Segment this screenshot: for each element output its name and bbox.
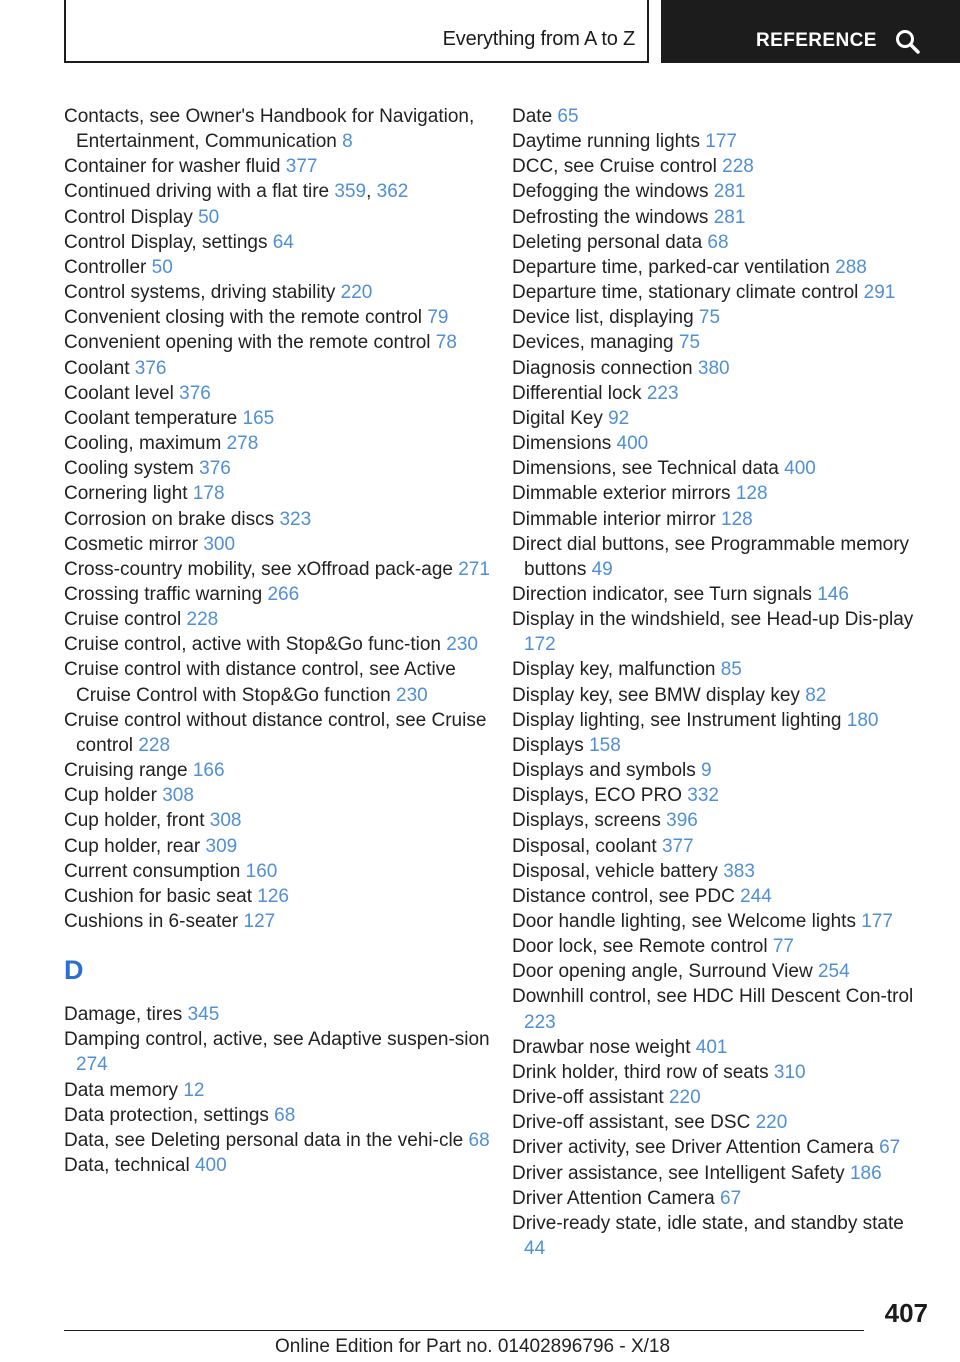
index-entry-text: Direct dial buttons, see Programmable memory buttons [512, 533, 910, 580]
page-link[interactable]: 383 [723, 860, 755, 882]
page-link[interactable]: 376 [199, 458, 231, 480]
page-link[interactable]: 77 [772, 936, 794, 958]
index-entry [512, 1135, 922, 1160]
page-link[interactable]: 230 [396, 684, 428, 706]
page-link[interactable]: 92 [608, 407, 630, 429]
page-link[interactable]: 288 [835, 256, 867, 278]
index-entry-text: Control Display [64, 206, 193, 228]
page-link[interactable]: 68 [468, 1129, 490, 1151]
index-entry-text: Convenient opening with the remote control [64, 332, 431, 354]
index-entry [512, 708, 922, 733]
index-entry [512, 507, 922, 532]
index-entry-text: Dimensions [512, 433, 612, 455]
page-link[interactable]: 49 [591, 558, 613, 580]
page-link[interactable]: 281 [713, 181, 746, 203]
edition-note: Online Edition for Part no. 01402896796 - X/18 [275, 1336, 671, 1357]
index-entry-text: DCC, see Cruise control [512, 156, 717, 178]
chapter-label: REFERENCE [756, 30, 877, 51]
page-link[interactable]: 78 [435, 332, 457, 354]
page-link[interactable]: 359 [334, 181, 367, 203]
index-entry [512, 834, 922, 859]
index-entry-text: Cup holder, rear [64, 835, 201, 857]
page-link[interactable]: 44 [524, 1238, 546, 1260]
index-entry [64, 406, 514, 431]
page-link[interactable]: 186 [849, 1162, 882, 1184]
index-entry-text: Data protection, settings [64, 1104, 269, 1126]
index-entry [64, 431, 514, 456]
index-entry-text: Displays, ECO PRO [512, 785, 682, 807]
index-entry [512, 1161, 922, 1186]
page-link[interactable]: 396 [666, 810, 698, 832]
index-entry-text: Device list, displaying [512, 307, 694, 329]
index-entry-text: Cruise control with distance control, see Active Cruise Control with Stop&Go function [64, 659, 456, 706]
index-entry-text: Display lighting, see Instrument lighting [512, 709, 842, 731]
index-entry-text: Defogging the windows [512, 181, 709, 203]
index-entry [64, 280, 514, 305]
page-link[interactable]: 228 [186, 609, 219, 631]
index-entry: Continued driving with a flat tire 359, 362 [64, 181, 409, 203]
page-link[interactable]: 332 [687, 785, 719, 807]
running-header-box [64, 0, 649, 63]
page-link[interactable]: 230 [446, 634, 478, 656]
index-entry [64, 532, 514, 557]
page-link[interactable]: 166 [192, 760, 225, 782]
index-entry-text: Container for washer fluid [64, 156, 281, 178]
index-entry [64, 859, 514, 884]
index-entry-text: Damping control, active, see Adaptive suspen-sion [64, 1029, 490, 1051]
index-entry [512, 205, 922, 230]
index-entry [512, 381, 922, 406]
index-entry-text: Devices, managing [512, 332, 674, 354]
index-entry-text: Data, technical [64, 1155, 190, 1177]
index-entry-text: Door opening angle, Surround View [512, 961, 813, 983]
page-link[interactable]: 177 [861, 911, 893, 932]
page-link[interactable]: 172 [524, 634, 556, 656]
index-entry [512, 356, 922, 381]
index-entry [64, 481, 514, 506]
index-entry-text: Departure time, stationary climate control [512, 282, 859, 304]
page-link[interactable]: 376 [134, 357, 167, 379]
index-entry [512, 683, 922, 708]
index-entry-text: Current consumption [64, 860, 241, 882]
index-entry [512, 330, 922, 355]
index-entry-text: Dimensions, see Technical data [512, 458, 779, 480]
index-entry [64, 330, 514, 355]
index-entry-text: Display key, malfunction [512, 659, 716, 681]
index-entry-text: Downhill control, see HDC Hill Descent Con-trol [512, 986, 914, 1008]
page-link[interactable]: 254 [817, 961, 850, 983]
index-entry [512, 255, 922, 280]
page-link[interactable]: 223 [646, 382, 679, 404]
page-link[interactable]: 160 [245, 860, 278, 882]
page-link[interactable]: 308 [162, 785, 194, 807]
index-entry [512, 1035, 922, 1060]
index-entry [64, 255, 514, 280]
page-link[interactable]: 68 [707, 231, 729, 253]
index-entry [64, 381, 514, 406]
index-entry [512, 431, 922, 456]
index-entry [64, 758, 514, 783]
index-entry-text: Drive-off assistant [512, 1087, 664, 1109]
index-column-left [64, 104, 514, 1178]
index-entry-text: Controller [64, 256, 147, 278]
page-link[interactable]: 68 [274, 1104, 296, 1126]
page-link[interactable]: 220 [755, 1112, 788, 1134]
index-entry [64, 1078, 514, 1103]
index-entry-text: Display in the windshield, see Head-up Dis-play [512, 609, 914, 631]
index-entry-text: Coolant temperature [64, 407, 238, 429]
index-entry-text: Date [512, 106, 553, 127]
index-entry-text: Cooling, maximum [64, 433, 222, 455]
index-entry [512, 305, 922, 330]
index-entry [512, 230, 922, 255]
index-entry-text: Digital Key [512, 407, 603, 429]
letter-heading: D [64, 955, 84, 986]
page-link[interactable]: 376 [179, 382, 211, 404]
index-entry [512, 154, 922, 179]
index-entry-text: Direction indicator, see Turn signals [512, 583, 812, 605]
index-column-right [512, 104, 922, 1261]
index-entry-text: Corrosion on brake discs [64, 508, 275, 530]
search-icon[interactable] [895, 29, 921, 55]
index-entry-text: Cosmetic mirror [64, 533, 199, 555]
index-entry-text: Drink holder, third row of seats [512, 1061, 769, 1083]
index-entry-text: Diagnosis connection [512, 357, 693, 379]
index-entry-text: Cruise control without distance control, see Cruise control [64, 709, 487, 756]
index-entry [512, 733, 922, 758]
index-entry [512, 582, 922, 607]
page-link[interactable]: 291 [863, 282, 896, 304]
index-entry-text: Dimmable interior mirror [512, 508, 716, 530]
page-link[interactable]: 67 [879, 1137, 901, 1159]
index-entry [512, 1186, 922, 1211]
page-link[interactable]: 158 [589, 734, 621, 756]
page-link[interactable]: 165 [242, 407, 275, 429]
index-entry [512, 1211, 922, 1261]
index-entry-text: Departure time, parked-car ventilation [512, 256, 830, 278]
index-entry [512, 758, 922, 783]
page-link[interactable]: 177 [705, 131, 737, 153]
index-entry [512, 884, 922, 909]
index-entry [512, 657, 922, 682]
index-entry-text: Door handle lighting, see Welcome lights [512, 911, 856, 932]
page-link[interactable]: 82 [805, 684, 827, 706]
page-link[interactable]: 271 [458, 558, 490, 580]
index-entry [512, 481, 922, 506]
index-entry-text: Displays [512, 734, 584, 756]
index-entry [512, 859, 922, 884]
index-entry [64, 154, 514, 179]
page-link[interactable]: 345 [187, 1004, 220, 1026]
page-link[interactable]: 281 [713, 206, 746, 228]
index-entry [512, 783, 922, 808]
page-link[interactable]: 300 [203, 533, 236, 555]
page-link[interactable]: 228 [138, 734, 171, 756]
index-entry-text: Coolant [64, 357, 130, 379]
index-entry-text: Cornering light [64, 483, 188, 505]
index-entry-text: Driver assistance, see Intelligent Safety [512, 1162, 845, 1184]
page-link[interactable]: 266 [267, 583, 300, 605]
index-entry [64, 884, 514, 909]
page-link[interactable]: 309 [205, 835, 238, 857]
index-entry [512, 456, 922, 481]
index-entry [64, 657, 514, 707]
index-entry [64, 1128, 514, 1153]
index-entry [512, 1085, 922, 1110]
index-entry [512, 179, 922, 204]
page-link[interactable]: 323 [279, 508, 312, 530]
index-entry [512, 1110, 922, 1135]
index-entry-text: Drive-off assistant, see DSC [512, 1112, 751, 1134]
page-link[interactable]: 8 [342, 131, 353, 153]
index-entry [512, 129, 922, 154]
page-link[interactable]: 127 [243, 911, 276, 932]
page-link[interactable]: 85 [720, 659, 742, 681]
page-link[interactable]: 67 [720, 1187, 742, 1209]
index-entry-text: Cup holder [64, 785, 157, 807]
index-entry-text: Display key, see BMW display key [512, 684, 800, 706]
index-entry [64, 507, 514, 532]
index-entry-text: Disposal, vehicle battery [512, 860, 718, 882]
index-entry [512, 1060, 922, 1085]
index-entry-text: Distance control, see PDC [512, 885, 735, 907]
index-entry [64, 783, 514, 808]
page-link[interactable]: 223 [524, 1011, 556, 1033]
index-entry-text: Cruising range [64, 760, 188, 782]
index-entry-text: Displays, screens [512, 810, 661, 832]
index-entry-text: Deleting personal data [512, 231, 703, 253]
page-number: 407 [884, 1298, 928, 1328]
index-entry-text: Control Display, settings [64, 231, 268, 253]
index-entry [64, 909, 514, 934]
page-link[interactable]: 126 [257, 885, 289, 907]
page-link[interactable]: 377 [661, 835, 694, 857]
page-link[interactable]: 380 [697, 357, 730, 379]
index-entry-text: Displays and symbols [512, 760, 696, 782]
index-entry [64, 1103, 514, 1128]
page-link[interactable]: 377 [285, 156, 318, 178]
index-entry [512, 959, 922, 984]
page-link[interactable]: 178 [192, 483, 225, 505]
page-link[interactable]: 9 [701, 760, 712, 782]
index-entry-text: Cruise control [64, 609, 182, 631]
page-link[interactable]: 362 [376, 181, 409, 203]
page-link[interactable]: 274 [76, 1054, 108, 1076]
footer-divider [64, 1330, 864, 1331]
index-entry [512, 406, 922, 431]
page-link[interactable]: 146 [817, 583, 849, 605]
index-entry-text: Door lock, see Remote control [512, 936, 768, 958]
index-entry-text: Defrosting the windows [512, 206, 709, 228]
page-link[interactable]: 244 [740, 885, 772, 907]
index-entry-text: Driver activity, see Driver Attention Camera [512, 1137, 874, 1159]
index-entry [64, 582, 514, 607]
index-entry [64, 205, 514, 230]
index-entry-text: Cooling system [64, 458, 194, 480]
page-link[interactable]: 308 [209, 810, 242, 832]
page-link[interactable]: 128 [735, 483, 768, 505]
index-entry [512, 607, 922, 657]
index-entry [64, 356, 514, 381]
index-entry-text: Data, see Deleting personal data in the vehi-cle [64, 1129, 464, 1151]
index-entry [512, 934, 922, 959]
page-link[interactable]: 75 [678, 332, 701, 354]
index-entry [64, 230, 514, 255]
index-entry-text: Cushions in 6-seater [64, 911, 239, 932]
index-entry [64, 1027, 514, 1077]
index-entry [64, 1153, 514, 1178]
index-entry-text: Cruise control, active with Stop&Go func-tion [64, 634, 442, 656]
page-link[interactable]: 65 [557, 106, 579, 127]
index-entry [64, 607, 514, 632]
page-link[interactable]: 50 [198, 206, 220, 228]
page-link[interactable]: 310 [773, 1061, 806, 1083]
index-entry-text: Cup holder, front [64, 810, 205, 832]
index-entry-text: Differential lock [512, 382, 642, 404]
index-entry-text: Daytime running lights [512, 131, 700, 153]
index-entry [512, 909, 922, 934]
page-link[interactable]: 50 [151, 256, 173, 278]
page-link[interactable]: 128 [721, 508, 753, 530]
index-entry [64, 808, 514, 833]
page-link[interactable]: 180 [846, 709, 879, 731]
section-title: Everything from A to Z [442, 28, 635, 50]
index-entry [512, 532, 922, 582]
page-link[interactable]: 401 [695, 1036, 728, 1058]
index-entry-text: Cross-country mobility, see xOffroad pack-age [64, 558, 453, 580]
index-entry [512, 808, 922, 833]
page-link[interactable]: 220 [668, 1087, 701, 1109]
index-entry [512, 984, 922, 1034]
index-entry [64, 557, 514, 582]
index-entry-text: Damage, tires [64, 1004, 183, 1026]
index-entry [64, 456, 514, 481]
page-link[interactable]: 400 [616, 433, 649, 455]
index-entry-text: Data memory [64, 1079, 179, 1101]
page-link[interactable]: 278 [226, 433, 259, 455]
page-link[interactable]: 400 [194, 1155, 227, 1177]
index-entry-text: Control systems, driving stability [64, 282, 336, 304]
index-entry-text: Dimmable exterior mirrors [512, 483, 731, 505]
index-entry-text: Contacts, see Owner's Handbook for Navigation, Entertainment, Communication [64, 106, 475, 153]
index-entry-text: Crossing traffic warning [64, 583, 263, 605]
index-entry-text: Convenient closing with the remote control [64, 307, 423, 329]
index-entry-text: Drawbar nose weight [512, 1036, 691, 1058]
page-link[interactable]: 64 [272, 231, 294, 253]
index-entry [64, 632, 514, 657]
page-link[interactable]: 220 [340, 282, 373, 304]
index-entry [64, 1002, 514, 1027]
index-entry [64, 834, 514, 859]
page-link[interactable]: 400 [784, 458, 816, 480]
page-link[interactable]: 12 [183, 1079, 205, 1101]
index-entry [64, 104, 514, 154]
index-entry [512, 280, 922, 305]
index-entry-text: Driver Attention Camera [512, 1187, 715, 1209]
index-entry-text: Cushion for basic seat [64, 885, 252, 907]
index-entry [512, 104, 922, 129]
page-link[interactable]: 228 [722, 156, 754, 178]
index-entry-text: Disposal, coolant [512, 835, 657, 857]
page-link[interactable]: 75 [698, 307, 721, 329]
index-entry [64, 305, 514, 330]
index-entry-text: Coolant level [64, 382, 174, 404]
page-link[interactable]: 79 [427, 307, 449, 329]
index-entry [64, 708, 514, 758]
index-entry-text: Drive-ready state, idle state, and standby state [512, 1212, 904, 1234]
index-entry-text: Continued driving with a flat tire [64, 181, 330, 203]
